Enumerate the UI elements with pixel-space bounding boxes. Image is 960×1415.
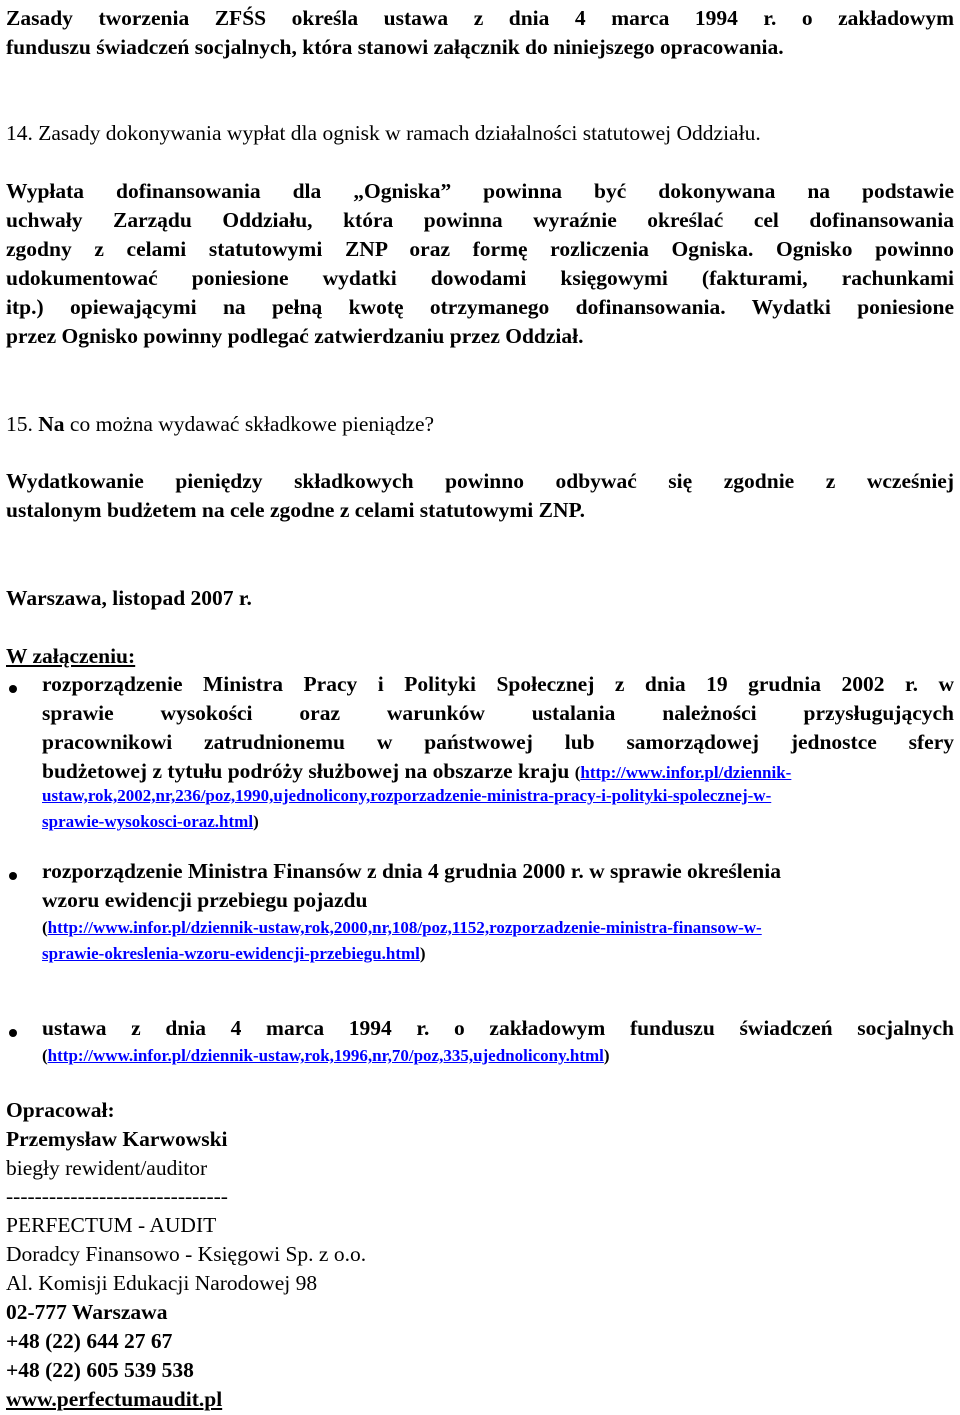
attachment-line: sprawie wysokości oraz warunków ustalania należności przysługujących — [42, 701, 954, 725]
attachment-link[interactable]: ustaw,rok,2002,nr,236/poz,1990,ujednolicony,rozporzadzenie-ministra-pracy-i-polityki-spolecznej-w- — [42, 786, 772, 805]
company-street: Al. Komisji Edukacji Narodowej 98 — [6, 1271, 318, 1295]
attachment-link-line — [42, 809, 954, 835]
section-14-body — [6, 177, 954, 351]
link-paren: ( — [42, 918, 48, 937]
section-15-heading — [6, 410, 954, 439]
attachment-link[interactable]: http://www.infor.pl/dziennik-ustaw,rok,1996,nr,70/poz,335,ujednolicony.html — [47, 1046, 604, 1065]
section-14-heading: 14. Zasady dokonywania wypłat dla ognisk w ramach działalności statutowej Oddziału. — [6, 121, 761, 145]
attachment-text — [42, 670, 954, 835]
attachment-line: ustawa z dnia 4 marca 1994 r. o zakładowym funduszu świadczeń socjalnych — [42, 1016, 954, 1040]
attachment-link-line — [42, 915, 954, 941]
body-line: zgodny z celami statutowymi ZNP oraz formę rozliczenia Ogniska. Ognisko powinno — [6, 237, 954, 261]
attachment-line-text: budżetowej z tytułu podróży służbowej na obszarze kraju — [42, 759, 570, 783]
place-date: Warszawa, listopad 2007 r. — [6, 586, 252, 610]
body-line: ustalonym budżetem na cele zgodne z celami statutowymi ZNP. — [6, 498, 586, 522]
signature-name: Przemysław Karwowski — [6, 1127, 228, 1151]
attachment-line: pracownikowi zatrudnionemu w państwowej lub samorządowej jednostce sfery — [42, 730, 954, 754]
bullet-icon — [9, 685, 17, 693]
heading-number: 15. — [6, 412, 33, 436]
attachment-link[interactable]: sprawie-wysokosci-oraz.html — [42, 812, 254, 831]
body-line: uchwały Zarządu Oddziału, która powinna wyraźnie określać cel dofinansowania — [6, 208, 954, 232]
body-line: Wypłata dofinansowania dla „Ogniska” powinna być dokonywana na podstawie — [6, 179, 954, 203]
attachment-link[interactable]: sprawie-okreslenia-wzoru-ewidencji-przebiegu.html — [42, 944, 420, 963]
bullet-icon — [9, 872, 17, 880]
attachment-link-line — [42, 941, 954, 967]
body-line: przez Ognisko powinny podlegać zatwierdzaniu przez Oddział. — [6, 324, 584, 348]
attachments-heading: W załączeniu: — [6, 644, 136, 668]
attachment-line: rozporządzenie Ministra Pracy i Polityki Społecznej z dnia 19 grudnia 2002 r. w — [42, 672, 954, 696]
intro-paragraph — [6, 4, 954, 62]
signature-role: biegły rewident/auditor — [6, 1156, 208, 1180]
body-line: udokumentować poniesione wydatki dowodami księgowymi (fakturami, rachunkami — [6, 266, 954, 290]
signature-label: Opracował: — [6, 1098, 115, 1122]
intro-line: funduszu świadczeń socjalnych, która stanowi załącznik do niniejszego opracowania. — [6, 35, 784, 59]
attachment-line: rozporządzenie Ministra Finansów z dnia 4 grudnia 2000 r. w sprawie określenia — [42, 859, 781, 883]
company-phone: +48 (22) 605 539 538 — [6, 1358, 194, 1382]
attachment-link[interactable]: http://www.infor.pl/dziennik- — [580, 763, 792, 782]
attachment-text — [42, 1014, 954, 1069]
body-line: itp.) opiewającymi na pełną kwotę otrzymanego dofinansowania. Wydatki poniesione — [6, 295, 954, 319]
attachment-link[interactable]: http://www.infor.pl/dziennik-ustaw,rok,2000,nr,108/poz,1152,rozporzadzenie-ministra-finansow-w- — [47, 918, 762, 937]
link-paren: ( — [42, 1046, 48, 1065]
company-name: PERFECTUM - AUDIT — [6, 1213, 217, 1237]
section-15-body — [6, 467, 954, 525]
attachment-text — [42, 857, 954, 967]
attachment-link-line — [42, 1043, 954, 1069]
company-city: 02-777 Warszawa — [6, 1300, 168, 1324]
attachment-link-line — [42, 783, 954, 809]
intro-line: Zasady tworzenia ZFŚS określa ustawa z dnia 4 marca 1994 r. o zakładowym — [6, 6, 954, 30]
link-paren: ) — [419, 944, 426, 963]
heading-text: co można wydawać składkowe pieniądze? — [69, 412, 435, 436]
body-line: Wydatkowanie pieniędzy składkowych powinno odbywać się zgodnie z wcześniej — [6, 469, 954, 493]
company-phone: +48 (22) 644 27 67 — [6, 1329, 173, 1353]
link-paren: ) — [253, 812, 259, 831]
bullet-icon — [9, 1029, 17, 1037]
company-website-link[interactable]: www.perfectumaudit.pl — [6, 1387, 223, 1411]
signature-divider: ------------------------------- — [6, 1184, 228, 1208]
link-paren: ) — [603, 1046, 610, 1065]
link-paren: ( — [574, 763, 581, 782]
company-description: Doradcy Finansowo - Księgowi Sp. z o.o. — [6, 1242, 367, 1266]
attachment-line: wzoru ewidencji przebiegu pojazdu — [42, 888, 368, 912]
heading-bold-word: Na — [38, 412, 65, 436]
